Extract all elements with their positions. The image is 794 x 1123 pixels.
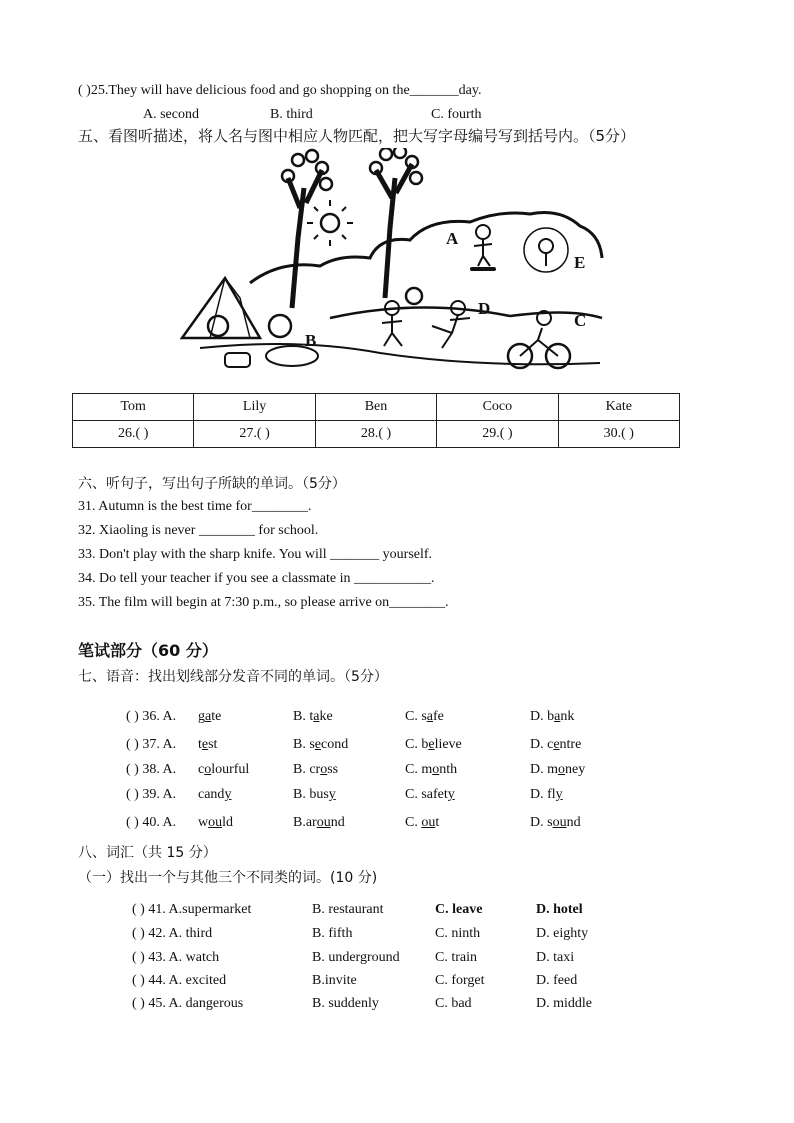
scene-label-e: E <box>574 253 586 272</box>
underlined-sound: o <box>558 762 565 777</box>
underlined-sound: y <box>555 787 563 802</box>
vocab-option-c: C. bad <box>435 996 472 1011</box>
phonics-option-d <box>530 787 563 803</box>
vocab-option-d: D. feed <box>536 973 578 988</box>
phonics-option-c <box>405 737 462 753</box>
name-cell: Ben <box>315 394 436 421</box>
word-part: C. safet <box>405 787 448 802</box>
word-part: nth <box>439 762 458 777</box>
word-part: B. s <box>293 737 315 752</box>
question-25-stem: ( )25.They will have delicious food and go shopping on the_______day. <box>78 83 482 98</box>
name-matching-table <box>72 393 680 448</box>
vocab-option-d: D. eighty <box>536 926 589 941</box>
section-8-title: 八、词汇（共 15 分） <box>78 845 217 861</box>
question-35: 35. The film will begin at 7:30 p.m., so please arrive on________. <box>78 595 449 610</box>
word-part: ss <box>327 762 339 777</box>
phonics-option-c <box>405 815 439 831</box>
vocab-option-b: B. suddenly <box>312 996 379 1011</box>
name-cell: Kate <box>558 394 679 421</box>
written-part-title: 笔试部分（60 分） <box>78 641 218 660</box>
name-cell: Coco <box>437 394 558 421</box>
word-part: B.ar <box>293 815 317 830</box>
phonics-option-b <box>293 709 333 725</box>
underlined-sound: ou <box>552 815 567 830</box>
word-part: D. m <box>530 762 558 777</box>
phonics-option-b <box>293 787 336 803</box>
scene-label-c: C <box>574 311 587 330</box>
word-part: D. s <box>530 815 553 830</box>
underlined-sound: a <box>205 709 212 724</box>
phonics-option-d <box>530 815 581 831</box>
underlined-sound: o <box>432 762 440 777</box>
scene-label-a: A <box>446 229 459 248</box>
underlined-sound: e <box>314 737 322 752</box>
word-part: C. s <box>405 709 427 724</box>
vocab-question-stem: ( ) 44. A. excited <box>132 973 227 988</box>
vocab-option-c: C. ninth <box>435 926 481 941</box>
phonics-question-number: ( ) 40. A. <box>126 815 177 830</box>
word-part: t <box>435 815 440 830</box>
phonics-option-c <box>405 762 457 778</box>
word-part: ld <box>222 815 234 830</box>
vocab-question-stem: ( ) 41. A.supermarket <box>132 902 252 917</box>
underlined-sound: e <box>553 737 560 752</box>
word-part: D. b <box>530 709 555 724</box>
word-part: st <box>208 737 218 752</box>
answer-blank-cell[interactable]: 26.( ) <box>73 421 194 448</box>
phonics-option-b <box>293 737 348 753</box>
word-part: D. fl <box>530 787 556 802</box>
phonics-question-number: ( ) 39. A. <box>126 787 177 802</box>
section-5-title: 五、看图听描述，将人名与图中相应人物匹配，把大写字母编号写到括号内。（5分） <box>78 127 636 145</box>
underlined-sound: o <box>320 762 328 777</box>
table-row <box>73 421 680 448</box>
question-25-option-a: A. second <box>143 107 199 122</box>
vocab-option-b: B. underground <box>312 950 400 965</box>
underlined-sound: y <box>328 787 336 802</box>
answer-blank-cell[interactable]: 29.( ) <box>437 421 558 448</box>
underlined-sound: a <box>554 709 561 724</box>
park-scene-illustration <box>180 148 610 380</box>
word-part: B. bus <box>293 787 329 802</box>
vocab-option-c: C. train <box>435 950 477 965</box>
word-part: C. b <box>405 737 429 752</box>
word-part: nk <box>560 709 575 724</box>
answer-blank-cell[interactable]: 28.( ) <box>315 421 436 448</box>
phonics-option-a <box>198 787 231 803</box>
question-33: 33. Don't play with the sharp knife. You will _______ yourself. <box>78 547 433 562</box>
underlined-sound: a <box>313 709 320 724</box>
word-part: te <box>211 709 222 724</box>
underlined-sound: y <box>447 787 455 802</box>
vocab-option-d: D. hotel <box>536 902 583 917</box>
vocab-option-c: C. forget <box>435 973 485 988</box>
question-31: 31. Autumn is the best time for________. <box>78 499 312 514</box>
word-part: t <box>198 737 202 752</box>
word-part: ney <box>565 762 586 777</box>
name-cell: Lily <box>194 394 315 421</box>
scene-label-d: D <box>478 299 491 318</box>
word-part: B. t <box>293 709 314 724</box>
vocab-option-d: D. middle <box>536 996 592 1011</box>
question-25-option-b: B. third <box>270 107 313 122</box>
vocab-option-b: B. restaurant <box>312 902 384 917</box>
word-part: D. c <box>530 737 554 752</box>
underlined-sound: a <box>426 709 434 724</box>
question-34: 34. Do tell your teacher if you see a classmate in ___________. <box>78 571 435 586</box>
vocab-option-c: C. leave <box>435 902 483 917</box>
phonics-option-d <box>530 737 581 753</box>
word-part: g <box>198 709 205 724</box>
vocab-option-b: B.invite <box>312 973 357 988</box>
phonics-question-number: ( ) 36. A. <box>126 709 177 724</box>
word-part: nd <box>330 815 345 830</box>
vocab-option-b: B. fifth <box>312 926 353 941</box>
word-part: nd <box>566 815 581 830</box>
phonics-option-a <box>198 737 217 753</box>
word-part: c <box>198 762 205 777</box>
word-part: C. m <box>405 762 433 777</box>
word-part: lieve <box>434 737 462 752</box>
phonics-question-number: ( ) 38. A. <box>126 762 177 777</box>
phonics-option-c <box>405 709 444 725</box>
section-8-subtitle: （一）找出一个与其他三个不同类的词。(10 分) <box>78 870 378 886</box>
underlined-sound: ou <box>208 815 223 830</box>
vocab-option-d: D. taxi <box>536 950 575 965</box>
word-part: fe <box>433 709 444 724</box>
phonics-option-d <box>530 762 585 778</box>
underlined-sound: ou <box>316 815 331 830</box>
answer-blank-cell[interactable]: 30.( ) <box>558 421 679 448</box>
question-25-option-c: C. fourth <box>431 107 482 122</box>
phonics-option-a <box>198 762 249 778</box>
table-row <box>73 394 680 421</box>
vocab-question-stem: ( ) 42. A. third <box>132 926 213 941</box>
section-6-title: 六、听句子，写出句子所缺的单词。（5分） <box>78 476 346 492</box>
answer-blank-cell[interactable]: 27.( ) <box>194 421 315 448</box>
word-part: cond <box>321 737 349 752</box>
vocab-question-stem: ( ) 45. A. dangerous <box>132 996 244 1011</box>
phonics-option-b <box>293 815 345 831</box>
underlined-sound: e <box>201 737 209 752</box>
underlined-sound: e <box>428 737 435 752</box>
word-part: lourful <box>211 762 250 777</box>
word-part: ntre <box>559 737 582 752</box>
underlined-sound: y <box>224 787 232 802</box>
phonics-option-a <box>198 815 233 831</box>
underlined-sound: o <box>204 762 212 777</box>
scene-label-b: B <box>305 331 317 350</box>
word-part: C. <box>405 815 422 830</box>
phonics-option-c <box>405 787 455 803</box>
phonics-option-b <box>293 762 338 778</box>
vocab-question-stem: ( ) 43. A. watch <box>132 950 220 965</box>
section-7-title: 七、语音：找出划线部分发音不同的单词。（5分） <box>78 669 388 685</box>
question-32: 32. Xiaoling is never ________ for school. <box>78 523 319 538</box>
word-part: ke <box>319 709 333 724</box>
phonics-question-number: ( ) 37. A. <box>126 737 177 752</box>
word-part: cand <box>198 787 225 802</box>
underlined-sound: ou <box>421 815 436 830</box>
phonics-option-a <box>198 709 221 725</box>
word-part: w <box>198 815 209 830</box>
phonics-option-d <box>530 709 574 725</box>
name-cell: Tom <box>73 394 194 421</box>
word-part: B. cr <box>293 762 321 777</box>
